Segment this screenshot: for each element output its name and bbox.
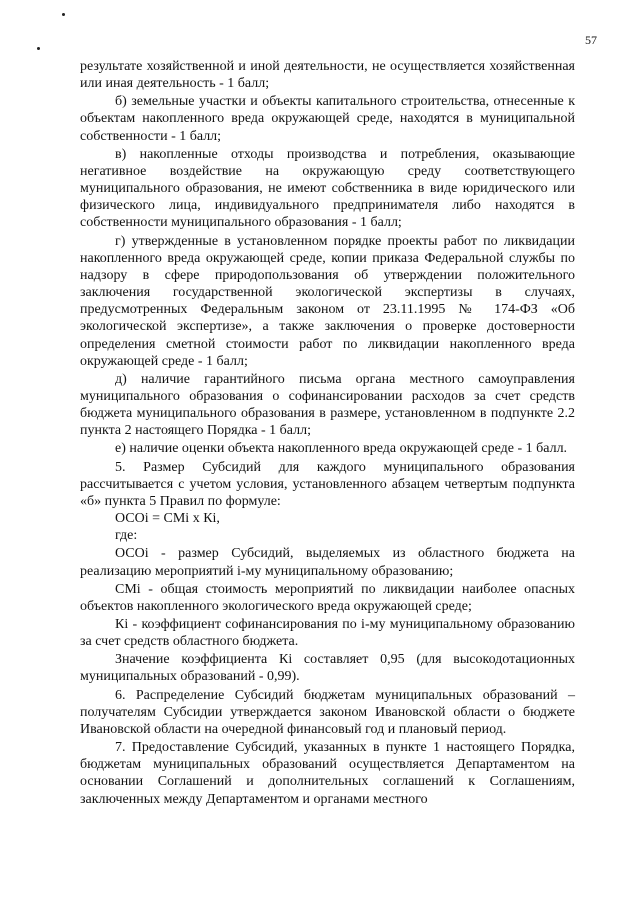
paragraph-g: г) утвержденные в установленном порядке проекты работ по ликвидации накопленного вреда окружающей среде, копии приказа Федеральной службы по надзору в сфере природопользования об утверждении положительного заключения государственной экологической экспертизы в случаях, предусмотренных Федеральным законом от 23.11.1995 № 174-ФЗ «Об экологической экспертизе», а также заключения о проверке достоверности определения сметной стоимости работ по ликвидации накопленного вреда окружающей среде - 1 балл; <box>80 233 575 369</box>
where-label: где: <box>115 528 138 544</box>
paragraph-d: д) наличие гарантийного письма органа местного самоуправления муниципального образования о софинансировании расходов за счет средств бюджета муниципального образования в размере, установленном в подпункте 2.2 пункта 2 настоящего Порядка - 1 балл; <box>80 371 575 439</box>
paragraph-6: 6. Распределение Субсидий бюджетам муниципальных образований – получателям Субсидии утверждается законом Ивановской области о бюджете Ивановской области на очередной финансовый год и плановый период. <box>80 687 575 737</box>
document-body <box>80 58 575 808</box>
paragraph-7: 7. Предоставление Субсидий, указанных в пункте 1 настоящего Порядка, бюджетам муниципальных образований осуществляется Департаментом на основании Соглашений и дополнительных соглашений к Соглашениям, заключенных между Департаментом и органами местного <box>80 740 575 807</box>
paragraph-e: е) наличие оценки объекта накопленного вреда окружающей среде - 1 балл. <box>115 441 568 457</box>
scan-speck-left <box>37 47 40 50</box>
paragraph-v: в) накопленные отходы производства и потребления, оказывающие негативное воздействие на окружающую среду соответствующего муниципального образования, не имеют собственника в виде юридического или физического лица, индивидуального предпринимателя либо находятся в собственности муниципального образования - 1 балл; <box>80 146 575 231</box>
formula: ОСОi = СМi х Кi, <box>115 511 220 527</box>
scan-speck-top <box>62 13 65 16</box>
page-number: 57 <box>585 33 597 47</box>
definition-sm: СМi - общая стоимость мероприятий по ликвидации наиболее опасных объектов накопленного экологического вреда окружающей среде; <box>80 581 575 614</box>
definition-k: Кi - коэффициент софинансирования по i-му муниципальному образованию за счет средств областного бюджета. <box>80 617 575 650</box>
paragraph-b: б) земельные участки и объекты капитального строительства, отнесенные к объектам накопленного вреда окружающей среде, находятся в муниципальной собственности - 1 балл; <box>80 94 575 144</box>
coefficient-value: Значение коэффициента Кi составляет 0,95 (для высокодотационных муниципальных образований - 0,99). <box>80 652 575 685</box>
paragraph-5: 5. Размер Субсидий для каждого муниципального образования рассчитывается с учетом условия, установленного абзацем четвертым подпункта «б» пункта 5 Правил по формуле: <box>80 459 575 509</box>
definition-oso: ОСОi - размер Субсидий, выделяемых из областного бюджета на реализацию мероприятий i-му муниципальному образованию; <box>80 546 575 579</box>
paragraph-continuation: результате хозяйственной и иной деятельности, не осуществляется хозяйственная или иная деятельность - 1 балл; <box>80 59 575 92</box>
